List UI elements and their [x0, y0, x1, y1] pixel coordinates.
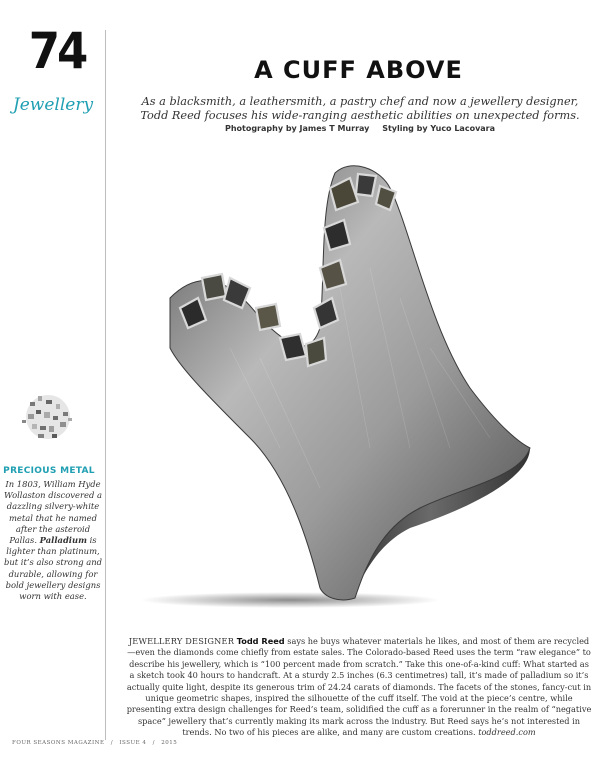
footer-separator: /: [110, 740, 114, 746]
section-label: Jewellery: [12, 95, 94, 115]
styling-credit: Styling by Yuco Lacovara: [382, 124, 496, 133]
footer-separator: /: [152, 740, 155, 746]
deck-line: As a blacksmith, a leathersmith, a pastry chef and now a jewellery designer,: [141, 95, 579, 108]
footer-year: 2015: [161, 740, 178, 746]
deck-line: Todd Reed focuses his wide-ranging aesthetic abilities on unexpected forms.: [140, 109, 580, 122]
sidebar-text: [2, 479, 104, 602]
cuff-shadow: [140, 592, 440, 608]
palladium-image: [8, 382, 88, 452]
article-credits: [130, 124, 590, 133]
footer-magazine: FOUR SEASONS MAGAZINE: [12, 740, 105, 746]
page-footer: [12, 740, 177, 746]
page-number: 74: [28, 22, 86, 80]
cuff-photo: [110, 148, 590, 618]
sidebar-text-intro: In 1803, William Hyde Wollaston discovered a dazzling silvery-white metal that he named after the asteroid Pallas.: [4, 479, 102, 546]
sidebar-text-rest: is lighter than platinum, but it’s also strong and durable, allowing for bold jewellery designs worn with ease.: [4, 535, 102, 602]
vertical-divider: [105, 30, 106, 740]
body-url: toddreed.com: [478, 727, 536, 738]
article-body: [126, 636, 592, 739]
body-name: Todd Reed: [236, 636, 285, 646]
article-headline: A CUFF ABOVE: [254, 56, 463, 84]
sidebar-title: PRECIOUS METAL: [3, 466, 95, 476]
sidebar-text-bold: Palladium: [39, 535, 87, 546]
body-lead: JEWELLERY DESIGNER: [128, 636, 235, 646]
footer-issue: ISSUE 4: [119, 740, 147, 746]
photo-credit: Photography by James T Murray: [224, 124, 370, 133]
cuff-body: [170, 166, 530, 600]
body-copy: says he buys whatever materials he likes, and most of them are recycled—even the diamonds come chiefly from estate sales. The Colorado-based Reed uses the term “raw elegance” to describe his jewellery, which is “100 percent made from scratch.” Take this one-of-a-kind cuff: What started as a sketch took 40 hours to handcraft. At a sturdy 2.5 inches (6.3 centimetres) tall, it’s made of palladium so it’s actually quite light, despite its generous trim of 24.24 carats of diamonds. The facets of the stones, fancy-cut in unique geometric shapes, inspired the silhouette of the cuff itself. The void at the piece’s centre, while presenting extra design challenges for Reed’s team, solidified the cuff as a forerunner in the realm of “negative space” jewellery that’s currently making its mark across the industry. But Reed says he’s not interested in trends. No two of his pieces are alike, and many are custom creations.: [126, 636, 592, 738]
article-deck: [140, 95, 580, 123]
